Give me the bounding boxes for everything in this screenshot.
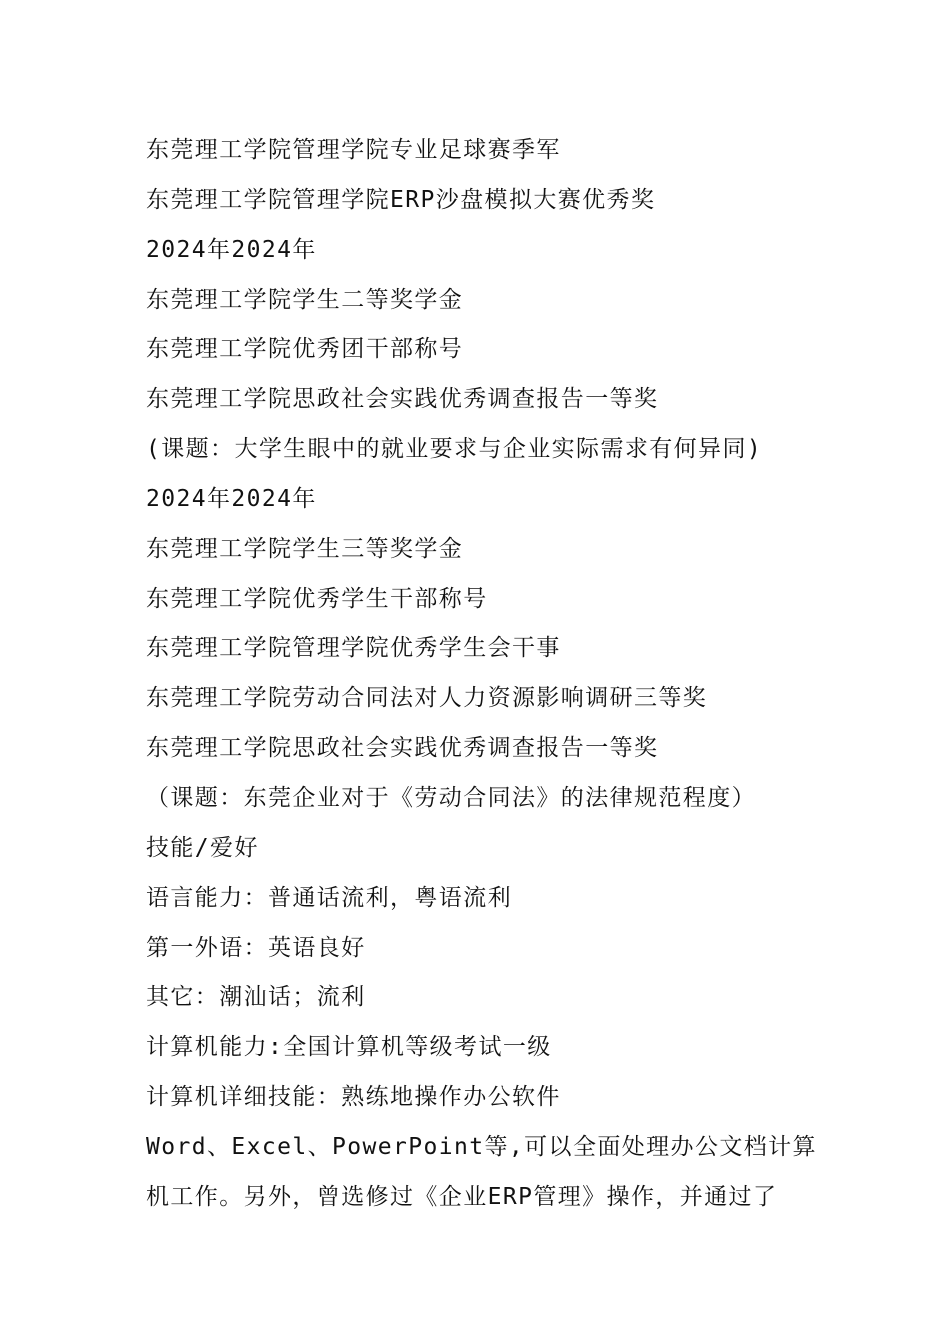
paragraph-line: 机工作。另外，曾选修过《企业ERP管理》操作，并通过了 xyxy=(146,1183,778,1210)
skill-line: 第一外语：英语良好 xyxy=(146,934,366,961)
paragraph-line: Word、Excel、PowerPoint等,可以全面处理办公文档计算 xyxy=(146,1133,817,1160)
award-line: 东莞理工学院管理学院ERP沙盘模拟大赛优秀奖 xyxy=(146,186,656,213)
skill-line: 语言能力：普通话流利，粤语流利 xyxy=(146,884,512,911)
topic-line: (课题：大学生眼中的就业要求与企业实际需求有何异同) xyxy=(146,436,763,463)
award-line: 东莞理工学院优秀团干部称号 xyxy=(146,336,464,363)
award-line: 东莞理工学院劳动合同法对人力资源影响调研三等奖 xyxy=(146,685,708,712)
document-body xyxy=(146,126,826,1223)
year-line: 2024年2024年 xyxy=(146,485,317,512)
section-heading: 技能/爱好 xyxy=(146,834,259,861)
award-line: 东莞理工学院管理学院专业足球赛季军 xyxy=(146,137,561,163)
topic-line: （课题：东莞企业对于《劳动合同法》的法律规范程度） xyxy=(146,784,756,811)
award-line: 东莞理工学院思政社会实践优秀调查报告一等奖 xyxy=(146,386,659,413)
award-line: 东莞理工学院学生三等奖学金 xyxy=(146,535,464,562)
year-line: 2024年2024年 xyxy=(146,236,317,263)
skill-line: 计算机能力:全国计算机等级考试一级 xyxy=(146,1034,552,1061)
award-line: 东莞理工学院优秀学生干部称号 xyxy=(146,585,488,612)
award-line: 东莞理工学院思政社会实践优秀调查报告一等奖 xyxy=(146,735,659,762)
award-line: 东莞理工学院管理学院优秀学生会干事 xyxy=(146,635,561,662)
skill-line: 计算机详细技能：熟练地操作办公软件 xyxy=(146,1084,561,1111)
award-line: 东莞理工学院学生二等奖学金 xyxy=(146,286,464,313)
skill-line: 其它：潮汕话；流利 xyxy=(146,984,366,1011)
